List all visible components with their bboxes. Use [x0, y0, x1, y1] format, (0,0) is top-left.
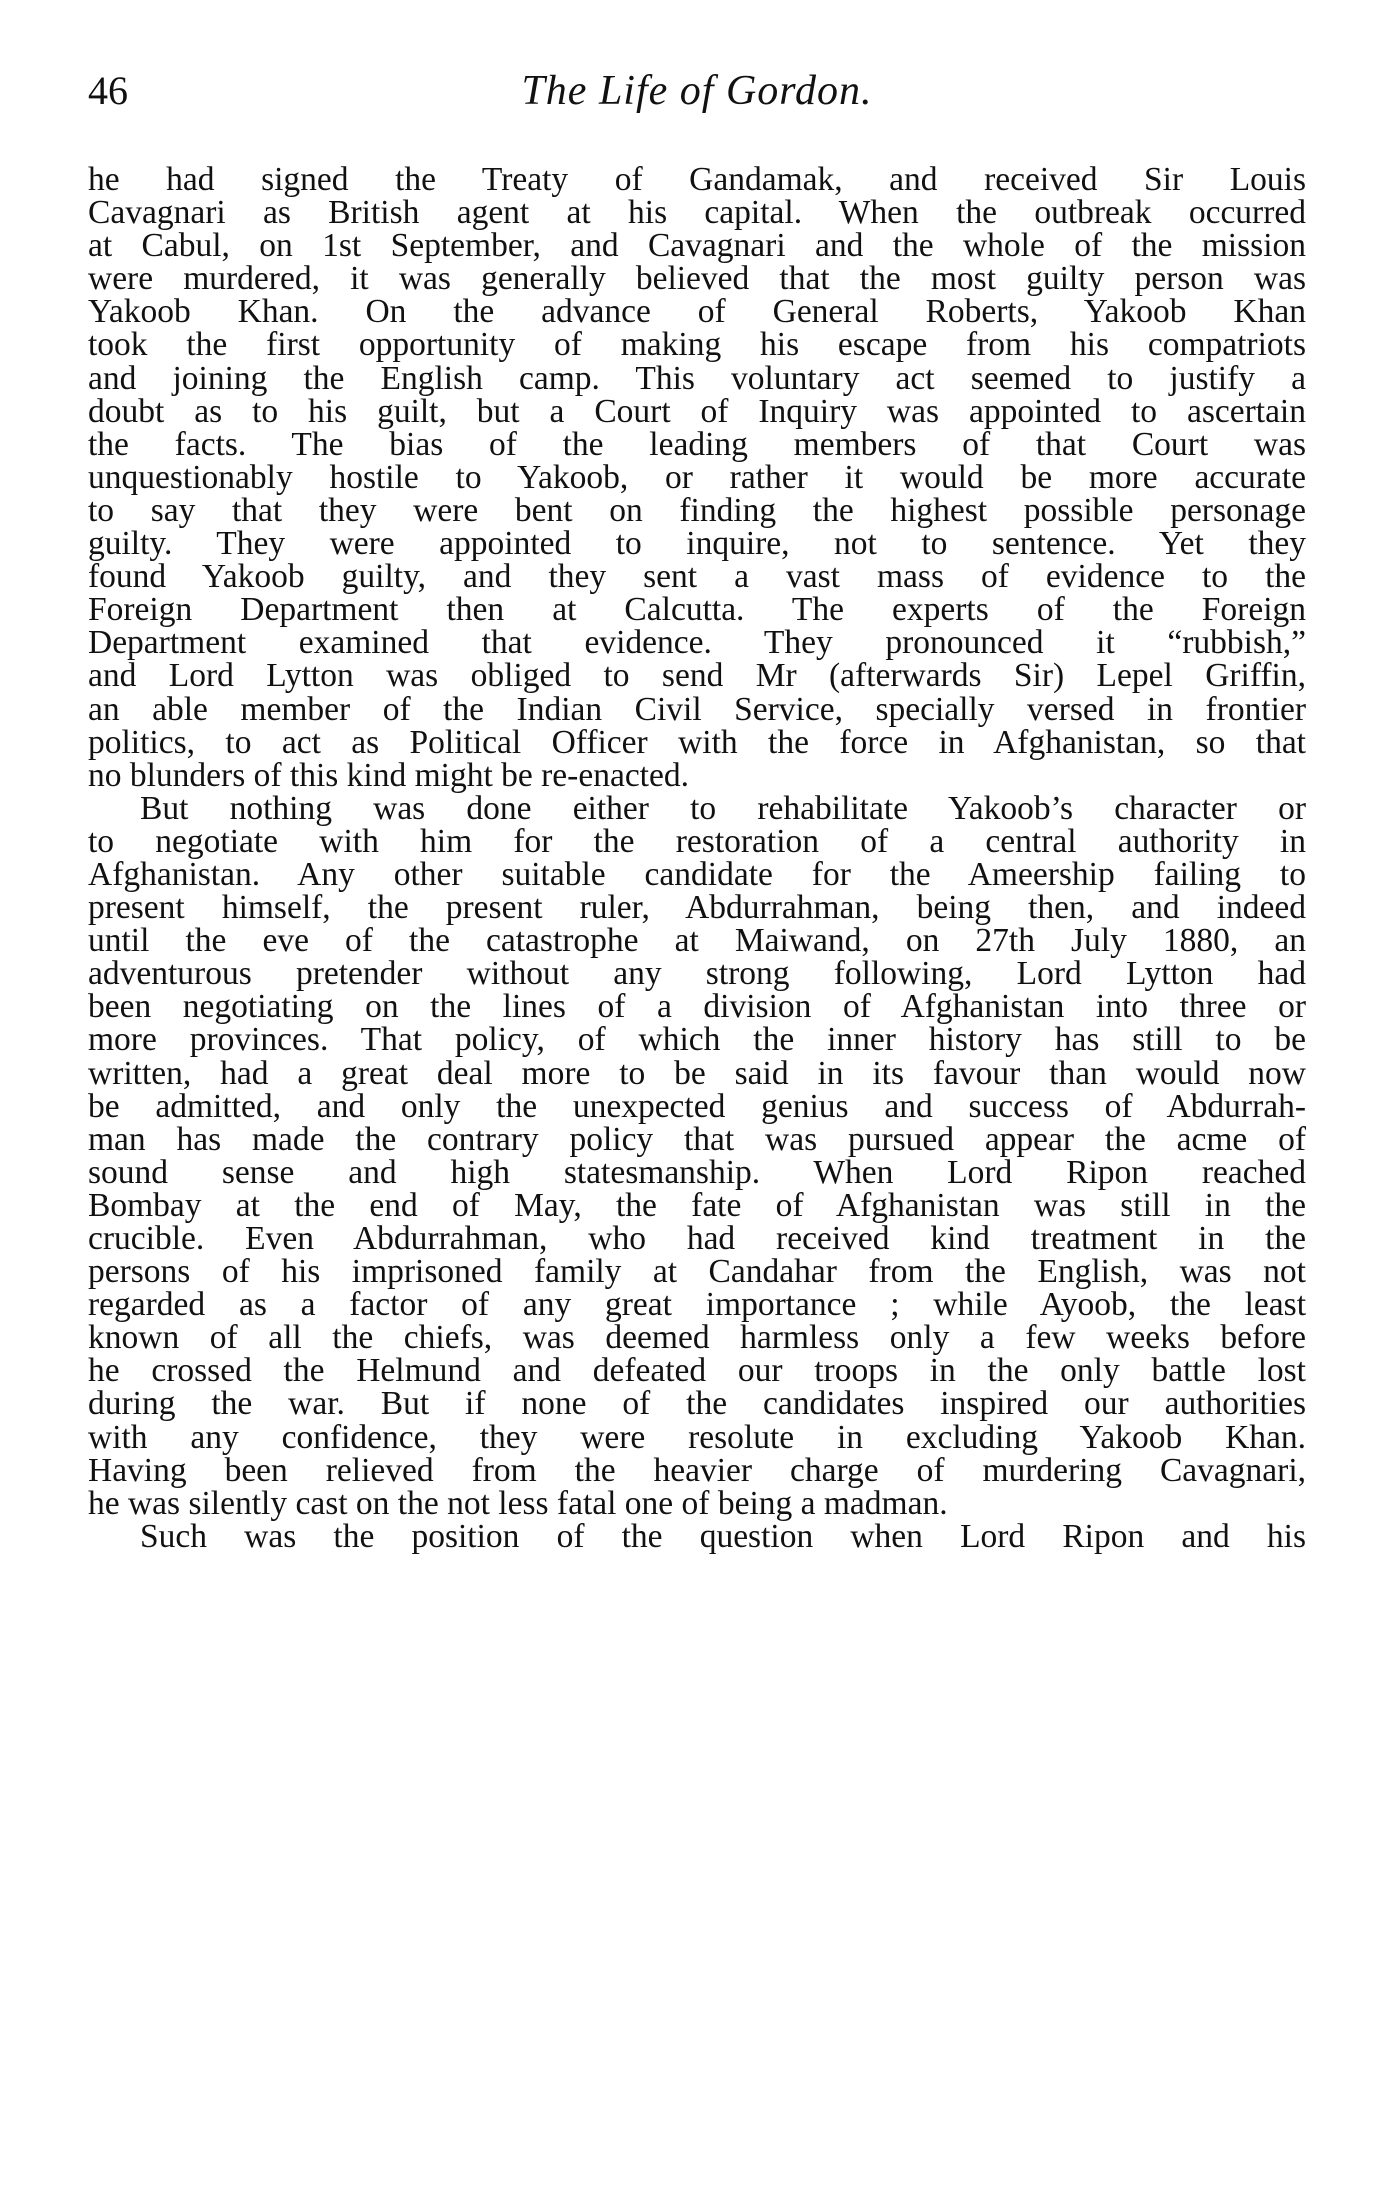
- text-line: until the eve of the catastrophe at Maiwand, on 27th July 1880, an: [88, 922, 1306, 960]
- text-line: to say that they were bent on finding the highest possible personage: [88, 491, 1306, 529]
- text-line: he was silently cast on the not less fatal one of being a madman.: [88, 1484, 948, 1522]
- text-line: Yakoob Khan. On the advance of General Roberts, Yakoob Khan: [88, 293, 1306, 331]
- text-line: he crossed the Helmund and defeated our troops in the only battle lost: [88, 1352, 1306, 1390]
- text-line: unquestionably hostile to Yakoob, or rather it would be more accurate: [88, 458, 1306, 496]
- text-line: politics, to act as Political Officer with the force in Afghanistan, so that: [88, 723, 1306, 761]
- text-line: present himself, the present ruler, Abdurrahman, being then, and indeed: [88, 889, 1306, 927]
- paragraph: [88, 163, 1306, 792]
- text-line: Department examined that evidence. They pronounced it “rubbish,”: [88, 624, 1306, 662]
- text-line: man has made the contrary policy that was pursued appear the acme of: [88, 1120, 1306, 1158]
- text-line: Bombay at the end of May, the fate of Afghanistan was still in the: [88, 1186, 1306, 1224]
- running-title: The Life of Gordon.: [521, 68, 873, 114]
- text-line: But nothing was done either to rehabilitate Yakoob’s character or: [140, 789, 1306, 827]
- page-number: 46: [88, 68, 128, 113]
- text-line: he had signed the Treaty of Gandamak, and received Sir Louis: [88, 161, 1306, 198]
- text-line: persons of his imprisoned family at Candahar from the English, was not: [88, 1253, 1306, 1291]
- text-line: the facts. The bias of the leading members of that Court was: [88, 425, 1306, 463]
- text-line: doubt as to his guilt, but a Court of Inquiry was appointed to ascertain: [88, 392, 1306, 430]
- text-line: an able member of the Indian Civil Service, specially versed in frontier: [88, 690, 1306, 728]
- text-line: Having been relieved from the heavier charge of murdering Cavagnari,: [88, 1451, 1306, 1489]
- body-text: [88, 163, 1306, 1553]
- text-line: written, had a great deal more to be said in its favour than would now: [88, 1054, 1306, 1092]
- text-line: adventurous pretender without any strong following, Lord Lytton had: [88, 955, 1306, 993]
- text-line: at Cabul, on 1st September, and Cavagnari and the whole of the mission: [88, 227, 1306, 265]
- text-line: and Lord Lytton was obliged to send Mr (afterwards Sir) Lepel Griffin,: [88, 657, 1306, 695]
- text-line: no blunders of this kind might be re-enacted.: [88, 756, 689, 794]
- text-line: and joining the English camp. This voluntary act seemed to justify a: [88, 359, 1306, 397]
- text-line: more provinces. That policy, of which the inner history has still to be: [88, 1021, 1306, 1059]
- text-line: crucible. Even Abdurrahman, who had received kind treatment in the: [88, 1220, 1306, 1257]
- text-line: found Yakoob guilty, and they sent a vast mass of evidence to the: [88, 558, 1306, 596]
- text-line: with any confidence, they were resolute in excluding Yakoob Khan.: [88, 1418, 1306, 1456]
- text-line: been negotiating on the lines of a division of Afghanistan into three or: [88, 988, 1306, 1026]
- text-line: to negotiate with him for the restoration of a central authority in: [88, 822, 1306, 860]
- text-line: during the war. But if none of the candidates inspired our authorities: [88, 1385, 1306, 1423]
- text-line: Cavagnari as British agent at his capital. When the outbreak occurred: [88, 194, 1306, 232]
- text-line: were murdered, it was generally believed that the most guilty person was: [88, 260, 1306, 298]
- text-line: took the first opportunity of making his escape from his compatriots: [88, 326, 1306, 364]
- paragraph: [88, 789, 1306, 1522]
- text-line: Afghanistan. Any other suitable candidate for the Ameership failing to: [88, 855, 1306, 893]
- text-line: Foreign Department then at Calcutta. The experts of the Foreign: [88, 591, 1306, 629]
- text-line: Such was the position of the question when Lord Ripon and his: [140, 1517, 1306, 1555]
- running-head: [88, 66, 1306, 116]
- text-line: guilty. They were appointed to inquire, not to sentence. Yet they: [88, 525, 1306, 563]
- text-line: sound sense and high statesmanship. When Lord Ripon reached: [88, 1153, 1306, 1191]
- text-line: be admitted, and only the unexpected genius and success of Abdurrah-: [88, 1087, 1306, 1125]
- text-line: regarded as a factor of any great importance ; while Ayoob, the least: [88, 1286, 1306, 1324]
- text-line: known of all the chiefs, was deemed harmless only a few weeks before: [88, 1319, 1306, 1357]
- paragraph: [88, 1517, 1306, 1555]
